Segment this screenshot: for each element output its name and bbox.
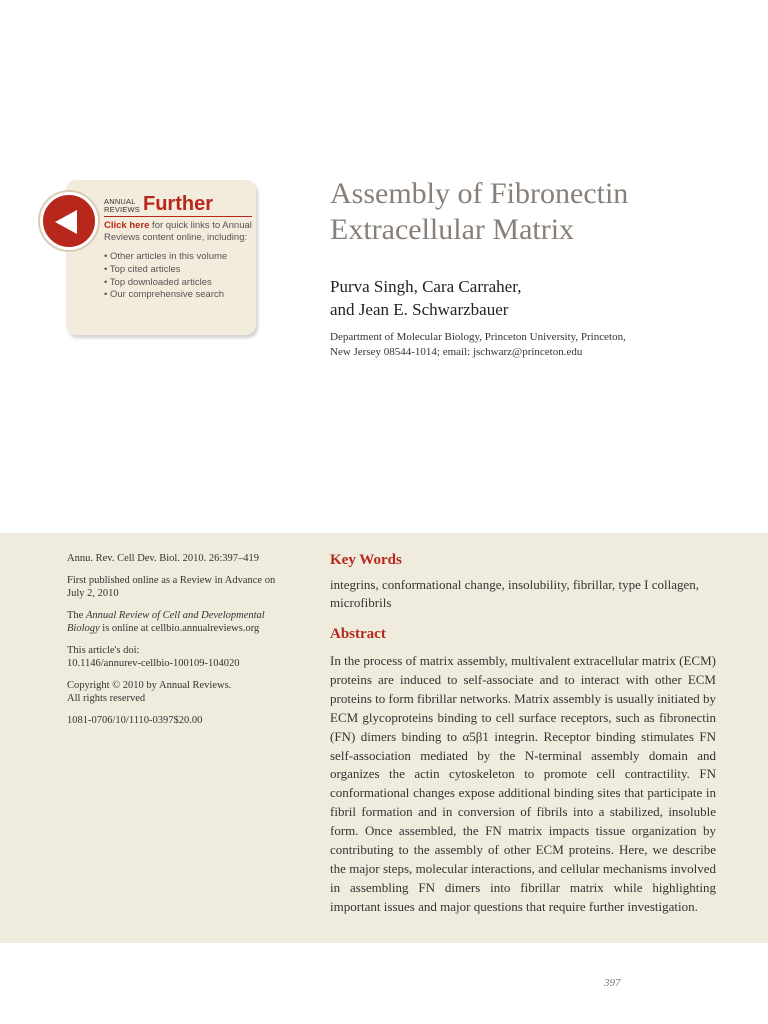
copyright: Copyright © 2010 by Annual Reviews. xyxy=(67,680,232,691)
keywords-abstract-column xyxy=(330,550,716,917)
keywords-heading: Key Words xyxy=(330,552,402,568)
author-affiliation xyxy=(330,330,750,360)
authors-line-1: Purva Singh, Cara Carraher, xyxy=(330,277,522,296)
authors-line-2: and Jean E. Schwarzbauer xyxy=(330,300,509,319)
first-published: First published online as a Review in Advance on July 2, 2010 xyxy=(67,575,276,599)
affiliation-line-2: New Jersey 08544-1014; email: jschwarz@princeton.edu xyxy=(330,346,583,358)
brand-further: Further xyxy=(143,193,213,215)
click-here-link[interactable]: Click here xyxy=(104,220,150,231)
journal-online xyxy=(67,609,279,635)
keywords-text: integrins, conformational change, insolubility, fibrillar, type I collagen, microfibrils xyxy=(330,577,700,610)
doi-block xyxy=(67,644,279,670)
article-title xyxy=(330,176,750,248)
title-line-2: Extracellular Matrix xyxy=(330,213,575,246)
brand-annual: ANNUAL xyxy=(104,197,136,206)
copyright-block xyxy=(67,679,279,705)
further-link-item[interactable]: • Top cited articles xyxy=(104,264,252,277)
abstract-text: In the process of matrix assembly, multivalent extracellular matrix (ECM) proteins are induced to self-associate and to interact with other ECM proteins to form fibrillar networks. Matrix assembly is usually initiated by ECM glycoproteins binding to cell surface receptors, such as fibronectin (FN) dimers binding to α5β1 integrin. Receptor binding stimulates FN self-association mediated by the N-terminal assembly domain and organizes the actin cytoskeleton to promote cell contractility. FN conformational changes expose additional binding sites that participate in fibril formation and in conversion of fibrils into a stabilized, insoluble form. Once assembled, the FN matrix impacts tissue organization by contributing to the assembly of other ECM proteins. Here, we describe the major steps, molecular interactions, and cellular mechanisms involved in assembling FN dimers into fibrillar matrix while highlighting important issues and major questions that require further investigation. xyxy=(330,653,716,914)
article-authors xyxy=(330,275,750,321)
doi-value[interactable]: 10.1146/annurev-cellbio-100109-104020 xyxy=(67,658,240,669)
rights: All rights reserved xyxy=(67,693,146,704)
further-intro xyxy=(104,220,252,244)
publication-metadata xyxy=(67,552,279,736)
issn: 1081-0706/10/1110-0397$20.00 xyxy=(67,715,203,726)
affiliation-line-1: Department of Molecular Biology, Princeton University, Princeton, xyxy=(330,331,626,343)
annual-reviews-brand xyxy=(104,194,252,217)
page-number: 397 xyxy=(604,977,621,989)
title-line-1: Assembly of Fibronectin xyxy=(330,177,629,210)
further-link-item[interactable]: • Top downloaded articles xyxy=(104,277,252,290)
further-link-item[interactable]: • Other articles in this volume xyxy=(104,251,252,264)
further-links-list xyxy=(104,251,252,302)
back-arrow-icon[interactable] xyxy=(40,192,98,250)
journal-pre: The xyxy=(67,610,86,621)
further-links-panel xyxy=(40,180,258,338)
doi-label: This article's doi: xyxy=(67,645,140,656)
further-link-item[interactable]: • Our comprehensive search xyxy=(104,289,252,302)
brand-small-text xyxy=(104,198,140,214)
abstract-heading: Abstract xyxy=(330,626,386,642)
further-intro-text: for quick links to Annual Reviews content online, including: xyxy=(104,220,252,243)
citation: Annu. Rev. Cell Dev. Biol. 2010. 26:397–419 xyxy=(67,553,260,564)
brand-reviews: REVIEWS xyxy=(104,205,140,214)
further-content xyxy=(104,194,252,302)
journal-name: Annual Review of Cell and Developmental Biology xyxy=(67,610,265,634)
journal-post: is online at cellbio.annualreviews.org xyxy=(99,623,260,634)
